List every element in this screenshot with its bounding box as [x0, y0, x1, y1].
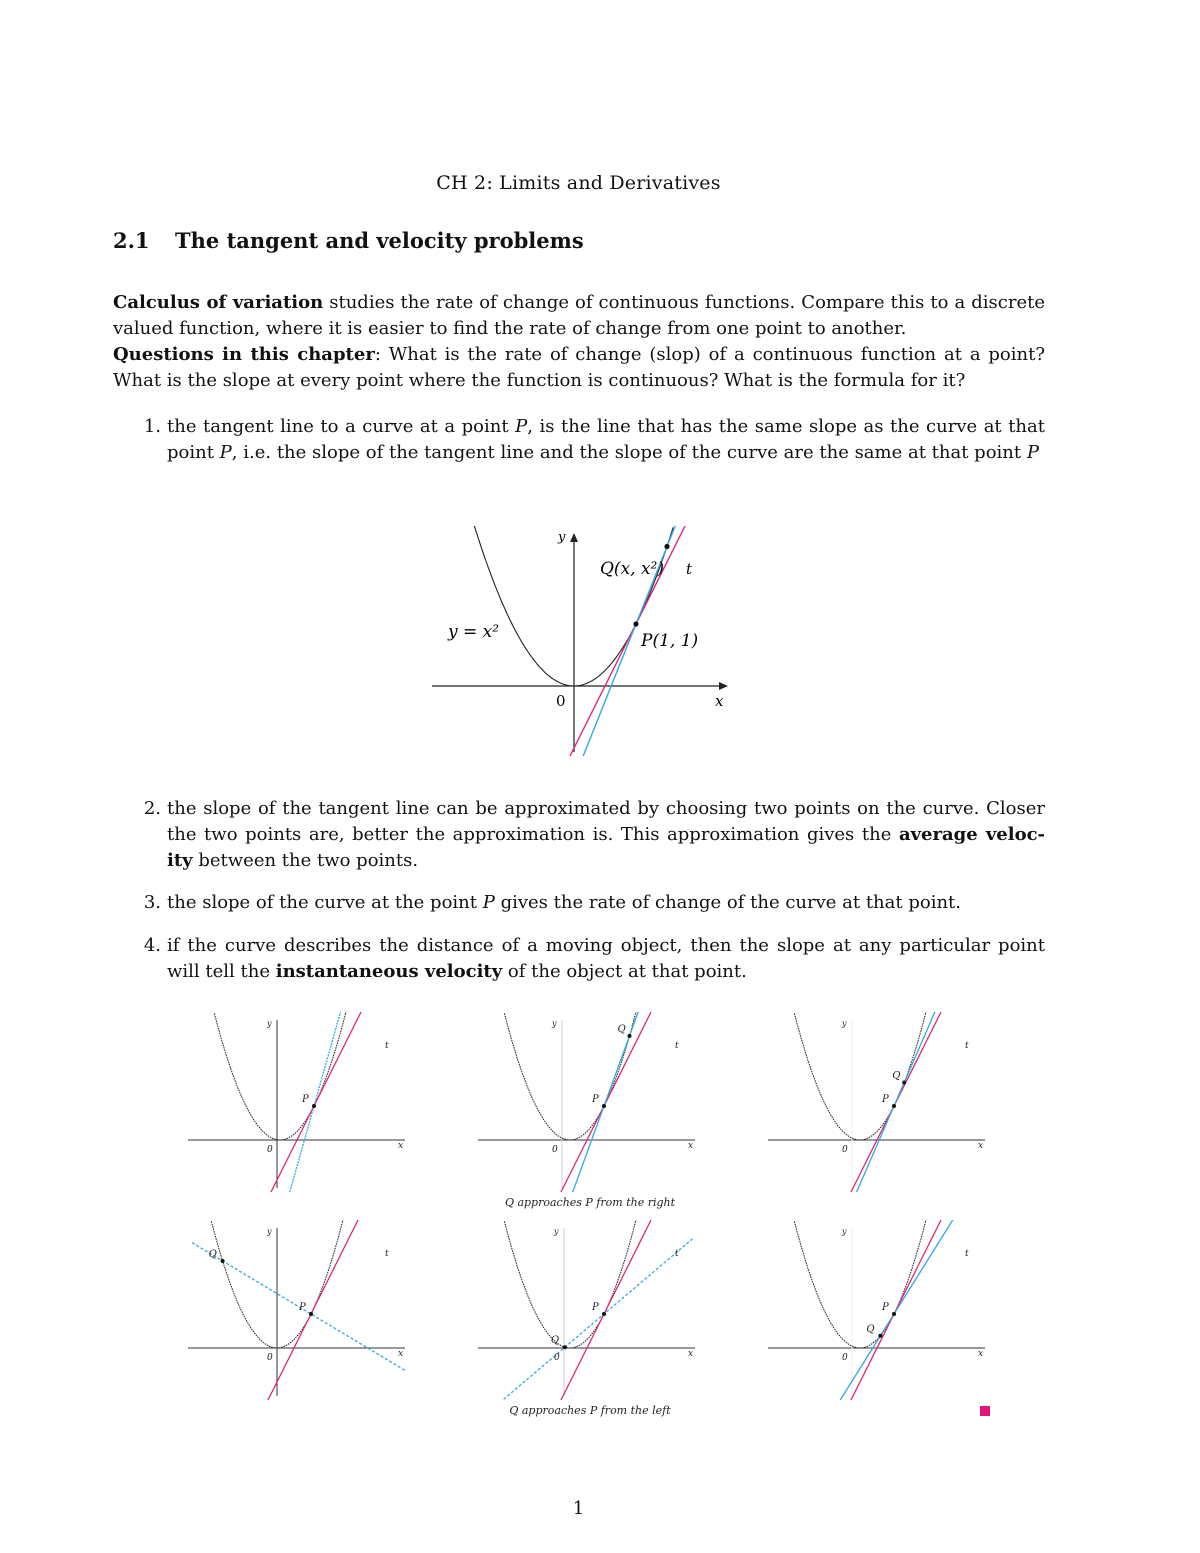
section-number: 2.1: [113, 228, 150, 253]
q-label: Q: [208, 1248, 217, 1260]
questions-label: Questions in this chapter: [113, 344, 375, 365]
x-label: x: [398, 1141, 404, 1151]
section-heading: [113, 228, 584, 253]
point-symbol: P: [1026, 442, 1039, 463]
origin-label: 0: [267, 1353, 273, 1363]
list-item-1: [143, 414, 1045, 466]
item-text: the slope of the curve at the point: [167, 892, 483, 913]
t-label: t: [675, 1249, 679, 1259]
x-label: x: [715, 692, 724, 710]
list-item-3: [143, 890, 1045, 916]
x-axis-arrow: [719, 682, 728, 690]
point-q: [902, 1081, 906, 1085]
secant-line: [280, 1012, 382, 1192]
p-label: P: [882, 1302, 889, 1313]
point-p: [602, 1312, 606, 1316]
point-symbol: P: [219, 442, 232, 463]
small-figure-right-3: [760, 1012, 1000, 1192]
origin-label: 0: [556, 692, 566, 710]
section-title: The tangent and velocity problems: [175, 228, 584, 253]
origin-label: 0: [842, 1353, 848, 1363]
origin-label: 0: [554, 1353, 560, 1363]
small-figure-left-2: [470, 1220, 710, 1400]
q-label: Q: [617, 1023, 626, 1035]
point-p: [312, 1104, 316, 1108]
point-p: [892, 1104, 896, 1108]
curve-label: y = x²: [448, 622, 500, 642]
intro-paragraph: [113, 290, 1045, 394]
point-q: [563, 1345, 567, 1349]
list-number: 1.: [143, 416, 161, 437]
caption-left: Q approaches P from the left: [509, 1404, 671, 1417]
origin-label: 0: [267, 1145, 273, 1155]
intro-term: Calculus of variation: [113, 292, 324, 313]
x-label: x: [978, 1141, 984, 1151]
chapter-title: CH 2: Limits and Derivatives: [436, 172, 721, 194]
item-text: the slope of the tangent line can be approximated by choosing two points on the curve. Closer the two points are, better the approximation is. This approximation gives the: [167, 798, 1045, 845]
tangent-line: [268, 1012, 392, 1192]
item-text: if the curve describes the distance of a moving object, then the slope at any particular point will tell the: [167, 935, 1045, 982]
item-text: of the object at that point.: [502, 961, 747, 982]
parabola-curve: [504, 1012, 636, 1140]
list-number: 4.: [143, 935, 161, 956]
tangent-figure: [428, 526, 738, 756]
x-label: x: [978, 1349, 984, 1359]
point-q: [664, 544, 669, 549]
t-label: t: [965, 1041, 969, 1051]
point-q: [628, 1034, 632, 1038]
q-label: Q: [866, 1323, 875, 1335]
point-q: [878, 1334, 882, 1338]
tangent-line: [558, 1220, 682, 1400]
y-label: y: [267, 1227, 272, 1236]
secant-line: [488, 1239, 692, 1400]
t-label: t: [965, 1249, 969, 1259]
item-text: , i.e. the slope of the tangent line and the slope of the curve are the same at that point: [231, 442, 1027, 463]
item-strong: instantaneous velocity: [275, 961, 503, 982]
tangent-line: [265, 1220, 389, 1400]
list-item-2: [143, 796, 1046, 874]
tangent-line: [558, 1012, 682, 1192]
tangent-line: [848, 1012, 972, 1192]
small-figure-right-2: [470, 1012, 710, 1192]
small-figure-left-1: [180, 1220, 420, 1400]
y-label: y: [552, 1019, 557, 1028]
small-figure-left-3: [760, 1220, 1000, 1400]
point-symbol: P: [482, 892, 495, 913]
t-label: t: [385, 1041, 389, 1051]
origin-label: 0: [842, 1145, 848, 1155]
tangent-line: [848, 1220, 972, 1400]
caption-right: Q approaches P from the right: [504, 1196, 676, 1209]
t-label: t: [686, 560, 693, 578]
t-label: t: [385, 1249, 389, 1259]
point-symbol: P: [515, 416, 528, 437]
parabola-curve: [504, 1220, 636, 1348]
item-text: gives the rate of change of the curve at that point.: [494, 892, 962, 913]
x-label: x: [688, 1141, 694, 1151]
secant-line: [565, 1012, 676, 1192]
list-number: 3.: [143, 892, 161, 913]
questions-text: : What is the rate of change (slop) of a continuous function at a point? What is the slope at every point where the function is continuous? What is the formula for it?: [113, 344, 1046, 391]
y-label: y: [842, 1227, 847, 1236]
x-label: x: [398, 1349, 404, 1359]
q-label: Q(x, x²): [600, 559, 664, 579]
origin-label: 0: [552, 1145, 558, 1155]
end-of-proof-square: [980, 1406, 990, 1416]
parabola-curve: [214, 1012, 346, 1140]
p-label: P: [882, 1094, 889, 1105]
q-label: Q: [892, 1070, 901, 1082]
y-label: y: [842, 1019, 847, 1028]
point-p: [309, 1312, 313, 1316]
page-number: 1: [572, 1498, 585, 1519]
y-axis-arrow: [570, 533, 578, 542]
point-q: [221, 1259, 225, 1263]
intro-text: studies the rate of change of continuous functions. Compare this to a discrete valued function, where it is easier to find the rate of change from one point to another.: [113, 292, 1045, 339]
list-number: 2.: [143, 798, 161, 819]
parabola-curve: [794, 1012, 926, 1140]
y-label: y: [267, 1019, 272, 1028]
x-label: x: [688, 1349, 694, 1359]
item-text: between the two points.: [192, 850, 419, 871]
parabola-curve: [794, 1220, 926, 1348]
p-label: P: [299, 1302, 306, 1313]
small-figure-right-1: [180, 1012, 420, 1192]
y-label: y: [558, 530, 566, 545]
q-label: Q: [550, 1335, 560, 1347]
item-text: the tangent line to a curve at a point: [167, 416, 516, 437]
point-p: [633, 621, 638, 626]
point-p: [892, 1312, 896, 1316]
secant-line: [850, 1012, 972, 1192]
secant-line: [840, 1220, 976, 1400]
t-label: t: [675, 1041, 679, 1051]
item-text: , is the line that has the same slope as the curve at that point: [167, 416, 1045, 463]
p-label: P: [592, 1094, 599, 1105]
p-label: P: [592, 1302, 599, 1313]
point-p: [602, 1104, 606, 1108]
list-item-4: [143, 933, 1045, 985]
item-strong: average veloc-ity: [167, 824, 1046, 871]
p-label: P(1, 1): [641, 631, 699, 651]
y-label: y: [554, 1227, 559, 1236]
p-label: P: [302, 1094, 309, 1105]
